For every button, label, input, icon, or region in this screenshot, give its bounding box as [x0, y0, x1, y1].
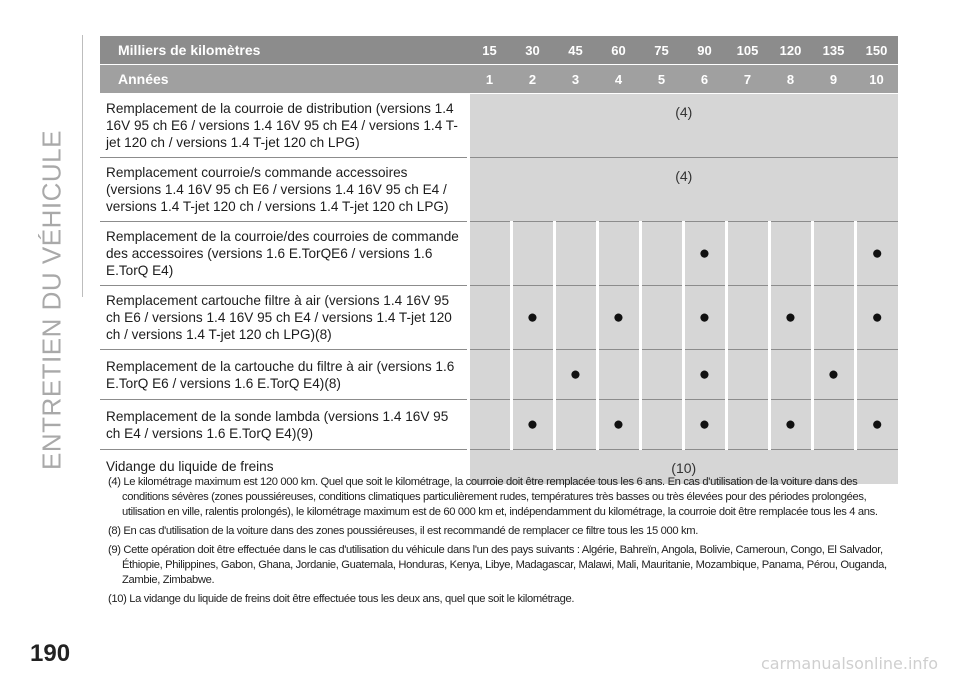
- watermark: carmanualsonline.info: [760, 654, 938, 673]
- operation-description: Remplacement de la courroie de distribution (versions 1.4 16V 95 ch E6 / versions 1.4 16V 95 ch E4 / versions 1.4 T-jet 120 ch / versions 1.4 T-jet 120 ch LPG): [100, 94, 468, 158]
- interval-note-cell: (4): [468, 94, 898, 158]
- scheduled-dot-icon: ●: [526, 413, 539, 435]
- scheduled-dot-icon: ●: [784, 306, 797, 328]
- scheduled-dot-icon: ●: [612, 306, 625, 328]
- interval-cell: [683, 222, 726, 286]
- km-header-cell: 120: [769, 36, 812, 65]
- interval-note-cell: (4): [468, 158, 898, 222]
- km-header-label: Milliers de kilomètres: [100, 36, 468, 65]
- scheduled-dot-icon: ●: [827, 363, 840, 385]
- km-header-cell: 45: [554, 36, 597, 65]
- year-header-cell: 9: [812, 65, 855, 94]
- interval-cell: [812, 400, 855, 450]
- interval-cell: [511, 222, 554, 286]
- interval-cell: [554, 350, 597, 400]
- operation-description: Vidange du liquide de freins: [100, 450, 468, 484]
- scheduled-dot-icon: ●: [784, 413, 797, 435]
- scheduled-dot-icon: ●: [526, 306, 539, 328]
- year-header-cell: 4: [597, 65, 640, 94]
- footnote: (10) La vidange du liquide de freins doit être effectuée tous les deux ans, quel que soit le kilométrage.: [108, 593, 575, 605]
- km-header-row: [100, 36, 898, 65]
- interval-cell: [812, 286, 855, 350]
- interval-cell: [812, 222, 855, 286]
- interval-cell: [683, 400, 726, 450]
- maintenance-table: [100, 36, 898, 484]
- interval-cell: [597, 350, 640, 400]
- interval-cell: [683, 286, 726, 350]
- footnotes: [108, 475, 898, 611]
- km-header-cell: 75: [640, 36, 683, 65]
- km-header-cell: 30: [511, 36, 554, 65]
- scheduled-dot-icon: ●: [871, 413, 883, 435]
- interval-cell: [554, 222, 597, 286]
- km-header-cell: 135: [812, 36, 855, 65]
- year-header-cell: 3: [554, 65, 597, 94]
- section-divider: [82, 35, 83, 297]
- km-header-cell: 60: [597, 36, 640, 65]
- year-header-cell: 1: [468, 65, 511, 94]
- interval-cell: [855, 286, 898, 350]
- year-header-cell: 7: [726, 65, 769, 94]
- interval-cell: [511, 350, 554, 400]
- scheduled-dot-icon: ●: [698, 242, 711, 264]
- interval-cell: [769, 222, 812, 286]
- interval-cell: [468, 286, 511, 350]
- km-header-cell: 90: [683, 36, 726, 65]
- operation-description: Remplacement de la cartouche du filtre à air (versions 1.6 E.TorQ E6 / versions 1.6 E.TorQ E4)(8): [100, 350, 468, 400]
- interval-cell: [640, 400, 683, 450]
- scheduled-dot-icon: ●: [569, 363, 582, 385]
- scheduled-dot-icon: ●: [612, 413, 625, 435]
- km-header-cell: 105: [726, 36, 769, 65]
- year-header-cell: 2: [511, 65, 554, 94]
- scheduled-dot-icon: ●: [698, 306, 711, 328]
- interval-cell: [468, 400, 511, 450]
- interval-cell: [554, 286, 597, 350]
- interval-cell: [640, 286, 683, 350]
- interval-cell: [554, 400, 597, 450]
- operation-description: Remplacement courroie/s commande accessoires (versions 1.4 16V 95 ch E6 / versions 1.4 16V 95 ch E4 / versions 1.4 T-jet 120 ch / versions 1.4 T-jet 120 ch LPG): [100, 158, 468, 222]
- interval-note-cell: (10): [468, 450, 898, 484]
- interval-cell: [726, 400, 769, 450]
- interval-cell: [855, 222, 898, 286]
- interval-cell: [640, 222, 683, 286]
- table-row: [100, 286, 898, 350]
- interval-cell: [769, 286, 812, 350]
- page-number: 190: [30, 640, 71, 667]
- km-header-cell: 150: [855, 36, 898, 65]
- interval-cell: [468, 222, 511, 286]
- interval-cell: [855, 400, 898, 450]
- years-header-label: Années: [100, 65, 468, 94]
- interval-cell: [769, 400, 812, 450]
- interval-cell: [726, 222, 769, 286]
- interval-cell: [511, 286, 554, 350]
- year-header-cell: 6: [683, 65, 726, 94]
- footnote: (9) Cette opération doit être effectuée dans le cas d'utilisation du véhicule dans l'un des pays suivants : Algérie, Bahreïn, Angola, Bolivie, Cameroun, Congo, El Salvador, Éthiopie, Philippines, Gabon, Ghana, Jordanie, Guatemala, Honduras, Kenya, Libye, Madagascar, Malawi, Mali, Mauritanie, Mozambique, Panama, Pérou, Ouganda, Zambie, Zimbabwe.: [108, 544, 887, 586]
- section-title-text: ENTRETIEN DU VÉHICULE: [36, 130, 67, 470]
- year-header-cell: 5: [640, 65, 683, 94]
- table-row: [100, 158, 898, 222]
- year-header-cell: 8: [769, 65, 812, 94]
- scheduled-dot-icon: ●: [698, 413, 711, 435]
- interval-cell: [511, 400, 554, 450]
- interval-cell: [726, 286, 769, 350]
- table-row: [100, 350, 898, 400]
- footnote: (8) En cas d'utilisation de la voiture dans des zones poussiéreuses, il est recommandé de remplacer ce filtre tous les 15 000 km.: [108, 525, 699, 537]
- table-body: [100, 94, 898, 484]
- scheduled-dot-icon: ●: [871, 242, 883, 264]
- operation-description: Remplacement cartouche filtre à air (versions 1.4 16V 95 ch E6 / versions 1.4 16V 95 ch E4 / versions 1.4 T-jet 120 ch / versions 1.4 T-jet 120 ch LPG)(8): [100, 286, 468, 350]
- operation-description: Remplacement de la courroie/des courroies de commande des accessoires (versions 1.6 E.TorQE6 / versions 1.6 E.TorQ E4): [100, 222, 468, 286]
- footnote: (4) Le kilométrage maximum est 120 000 km. Quel que soit le kilométrage, la courroie doit être remplacée tous les 6 ans. En cas d'utilisation de la voiture dans des conditions sévères (zones poussiéreuses, conditions climatiques particulièrement rudes, températures très basses ou très élevées pour des périodes prolongées, utilisation en ville, ralentis prolongés), le kilométrage maximum est de 60 000 km et, indépendamment du kilométrage, la courroie doit être remplacée tous les 4 ans.: [108, 476, 878, 518]
- interval-cell: [468, 350, 511, 400]
- scheduled-dot-icon: ●: [871, 306, 883, 328]
- scheduled-dot-icon: ●: [698, 363, 711, 385]
- interval-cell: [812, 350, 855, 400]
- interval-cell: [597, 286, 640, 350]
- table-row: [100, 222, 898, 286]
- interval-cell: [640, 350, 683, 400]
- interval-cell: [769, 350, 812, 400]
- interval-cell: [726, 350, 769, 400]
- km-header-cell: 15: [468, 36, 511, 65]
- years-header-row: [100, 65, 898, 94]
- interval-cell: [597, 400, 640, 450]
- interval-cell: [855, 350, 898, 400]
- interval-cell: [597, 222, 640, 286]
- table-row: [100, 94, 898, 158]
- table-row: [100, 400, 898, 450]
- operation-description: Remplacement de la sonde lambda (versions 1.4 16V 95 ch E4 / versions 1.6 E.TorQ E4)(9): [100, 400, 468, 450]
- interval-cell: [683, 350, 726, 400]
- year-header-cell: 10: [855, 65, 898, 94]
